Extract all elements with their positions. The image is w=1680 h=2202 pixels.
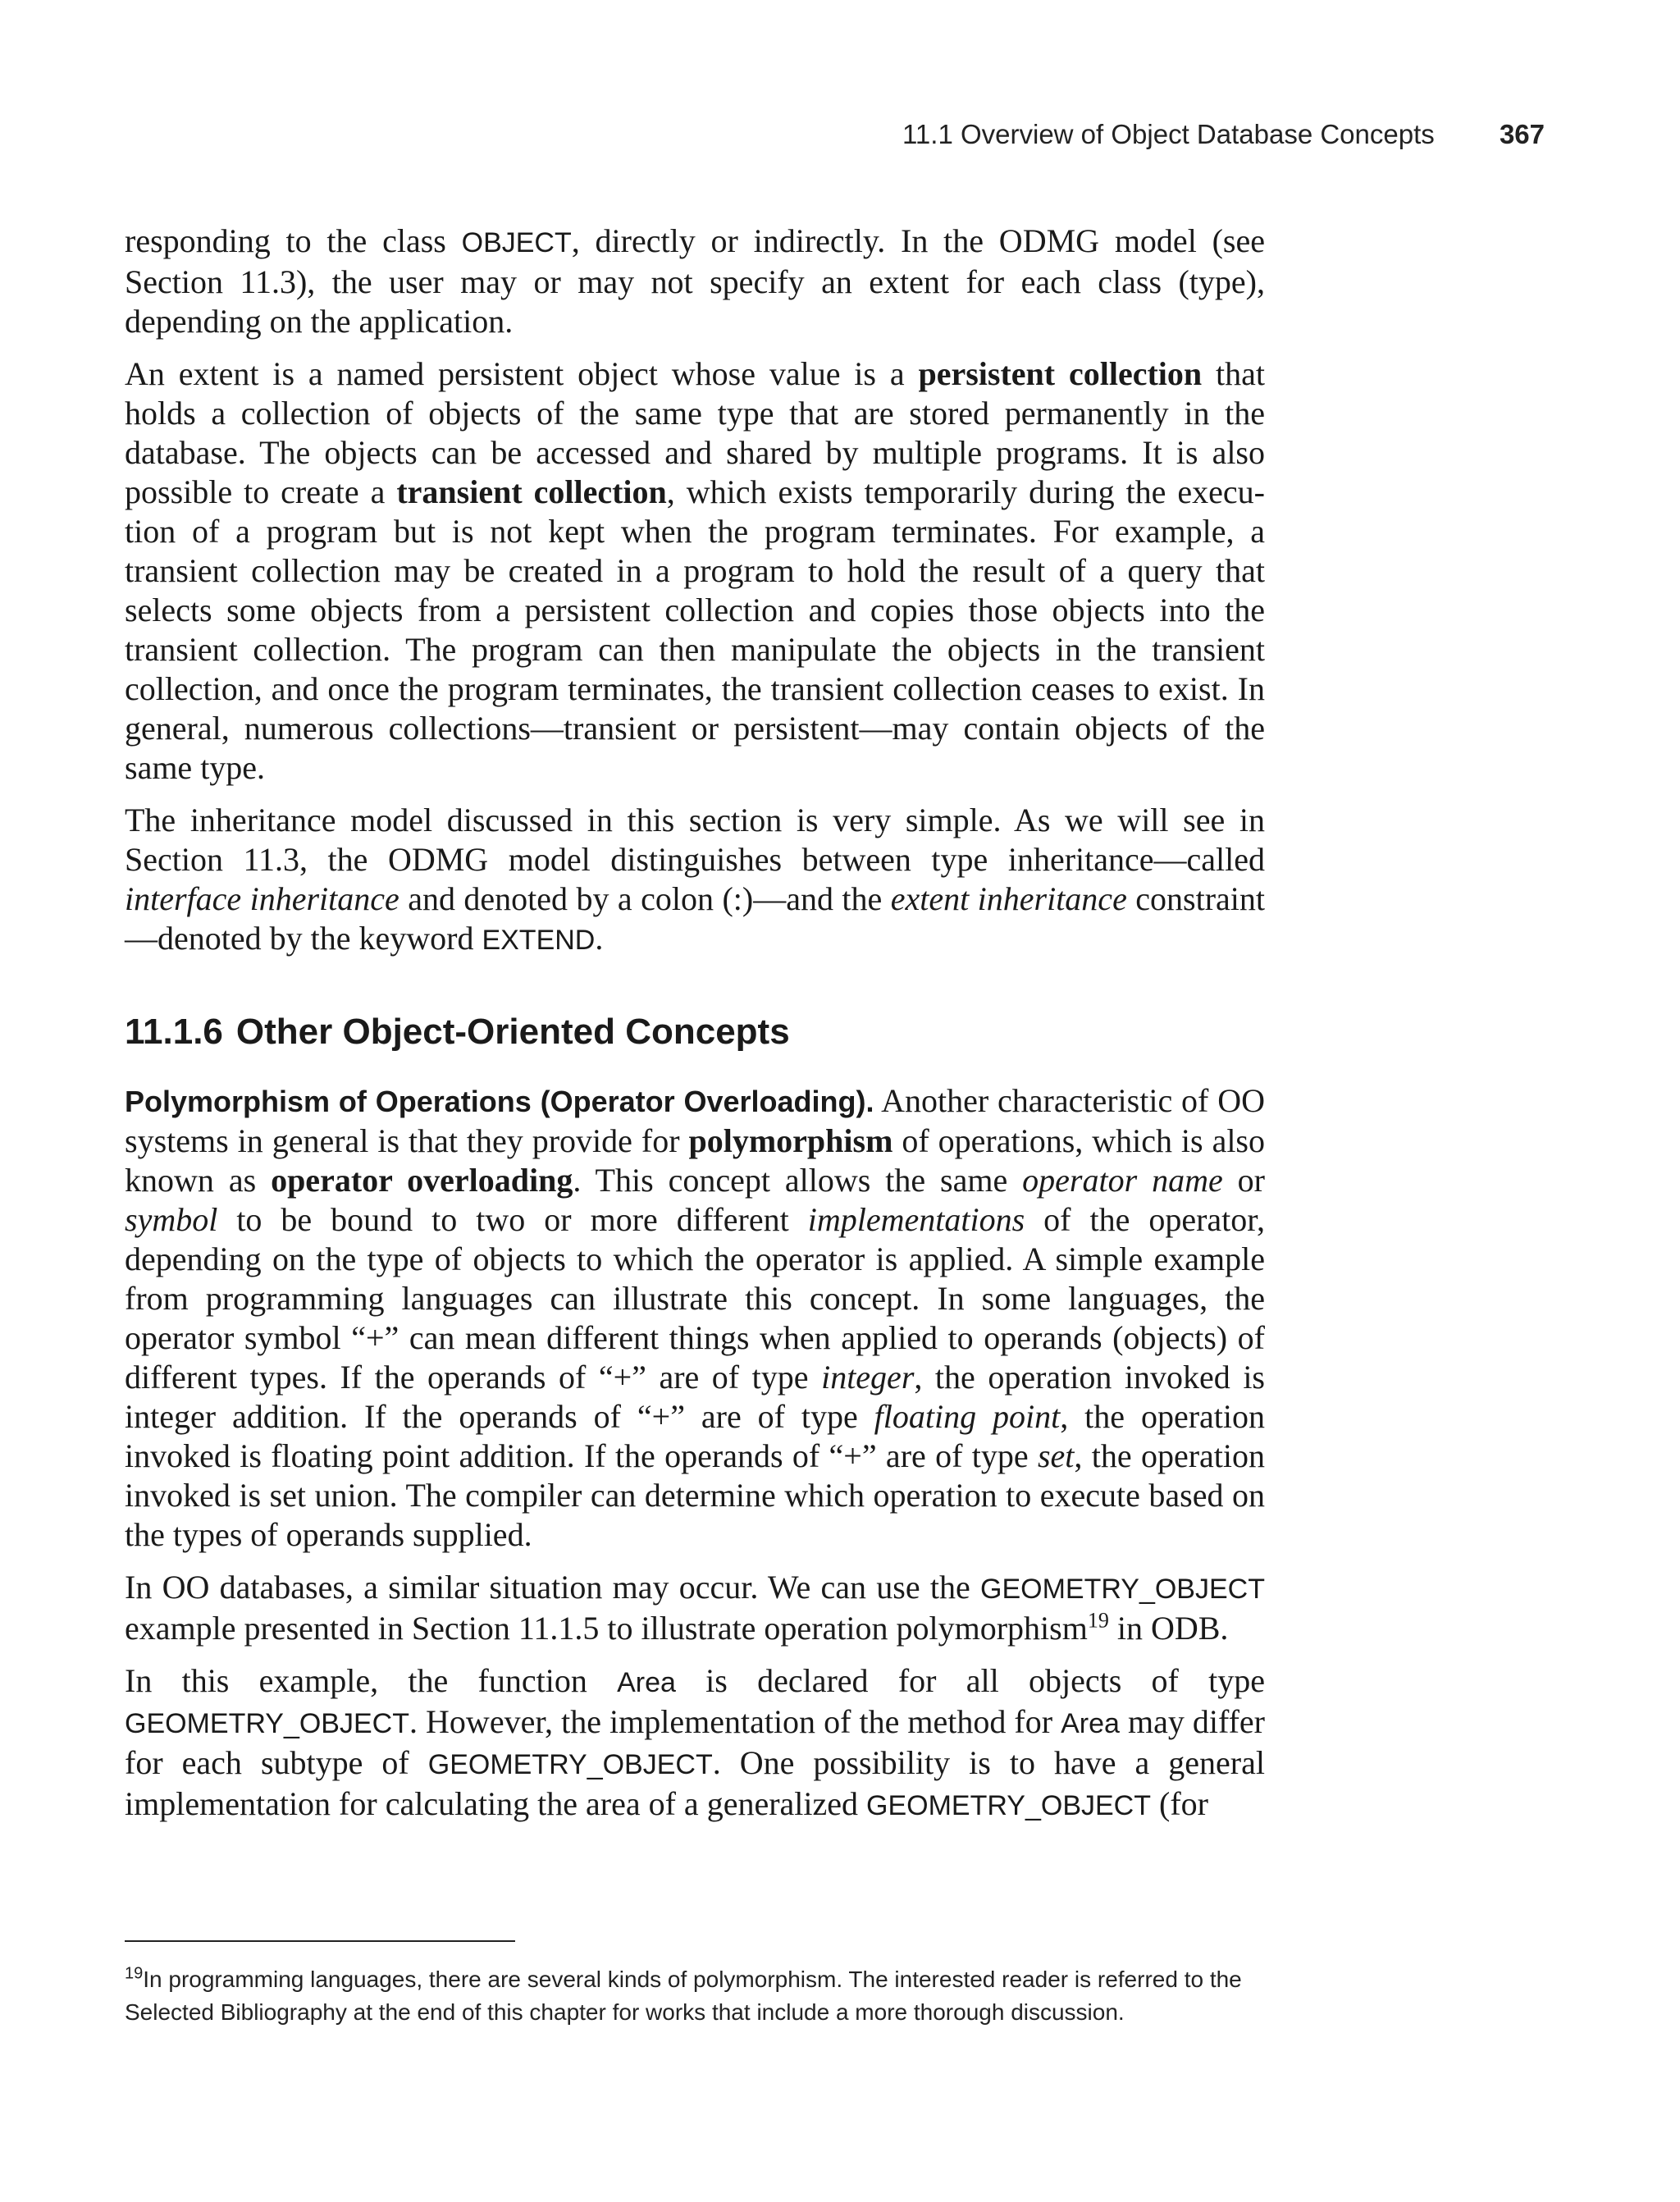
emphasis-symbol: symbol (125, 1201, 218, 1238)
section-heading (125, 1009, 1265, 1055)
paragraph-inheritance-model (125, 801, 1265, 960)
text-run: that holds a collection of objects of the same type that are stored permanently in the database. The objects can be accessed and shared by multiple programs. It is also possible to create a (125, 355, 1265, 510)
footnote-mark: 19 (125, 1964, 144, 1983)
text-run: The inheritance model discussed in this section is very simple. As we will see in Section 11.3, the ODMG model distinguishes between type inheritance—called (125, 802, 1265, 878)
text-run: example presented in Section 11.1.5 to illustrate operation polymorphism (125, 1610, 1088, 1647)
code-term-object: OBJECT (461, 227, 572, 258)
paragraph-extent-continuation (125, 222, 1265, 341)
term-extent-inheritance: extent inheritance (890, 880, 1127, 917)
text-run: An extent is a named persistent object whose value is a (125, 355, 919, 392)
paragraph-polymorphism (125, 1081, 1265, 1555)
text-run: . However, the implementation of the method for (409, 1703, 1061, 1740)
text-run: of operations, which is also known as (125, 1122, 1266, 1199)
page-body (125, 222, 1265, 1839)
emphasis-integer: integer (821, 1359, 915, 1396)
text-run: , the operation invoked is integer addition. If the operands of “+” are of type (125, 1359, 1266, 1435)
paragraph-oo-databases (125, 1568, 1265, 1648)
emphasis-floating-point: floating point (874, 1398, 1061, 1435)
text-run: is declared for all objects of type (675, 1662, 1265, 1699)
text-run: . One possibility is to have a general implementation for calculating the area of a generalized (125, 1744, 1265, 1822)
page-number: 367 (1499, 119, 1545, 149)
code-term-geometry-object: GEOMETRY_OBJECT (125, 1708, 409, 1739)
term-interface-inheritance: interface inheritance (125, 880, 399, 917)
term-transient-collection: transient collection (396, 473, 667, 510)
running-title: 11.1 Overview of Object Database Concepts (902, 119, 1435, 149)
footnote-divider (125, 1940, 515, 1942)
text-run: Another characteristic of OO systems in general is that they provide for (125, 1082, 1265, 1159)
text-run: . (595, 920, 604, 957)
paragraph-persistent-collection (125, 354, 1265, 788)
text-run: , which exists temporarily during the execution of a program but is not kept when the program terminates. For example, a transient collection may be created in a program to hold the result of a query that selects some objects from a persistent collection and copies those objects into the transient collection. The program can then manipulate the objects in the transient collection, and once the program terminates, the transient collection ceases to exist. In general, numerous collections—transient or persistent—may contain objects of the same type. (125, 473, 1265, 786)
text-run: In OO databases, a similar situation may occur. We can use the (125, 1569, 980, 1606)
emphasis-implementations: implementations (807, 1201, 1025, 1238)
text-run: in ODB. (1108, 1610, 1229, 1647)
section-title: Other Object-Oriented Concepts (235, 1012, 790, 1052)
text-run: to be bound to two or more different (217, 1201, 808, 1238)
emphasis-operator-name: operator name (1022, 1162, 1223, 1199)
text-run: or (1222, 1162, 1265, 1199)
footnote-reference[interactable]: 19 (1087, 1608, 1109, 1633)
code-term-area: Area (617, 1667, 676, 1698)
text-run: . This concept allows the same (573, 1162, 1023, 1199)
text-run: , the operation invoked is set union. The compiler can determine which operation to execute based on the types of operands supplied. (125, 1437, 1266, 1553)
code-term-geometry-object: GEOMETRY_OBJECT (427, 1749, 713, 1780)
code-term-area: Area (1061, 1708, 1120, 1739)
term-persistent-collection: persistent collection (918, 355, 1203, 392)
code-term-geometry-object: GEOMETRY_OBJECT (980, 1574, 1265, 1605)
term-polymorphism: polymorphism (688, 1122, 893, 1159)
text-run: constraint—denoted by the keyword (125, 880, 1266, 957)
text-run: , directly or indirectly. In the ODMG model (see Section 11.3), the user may or may not specify an extent for each class (type), depending on the application. (125, 222, 1265, 340)
emphasis-set: set (1037, 1437, 1075, 1474)
footnote-text: In programming languages, there are several kinds of polymorphism. The interested reader is referred to the Selected Bibliography at the end of this chapter for works that include a more thorough discussion. (125, 1967, 1242, 2025)
text-run: (for (1151, 1785, 1208, 1822)
text-run: , the operation invoked is floating point addition. If the operands of “+” are of type (125, 1398, 1266, 1474)
footnote (125, 1963, 1265, 2029)
text-run: In this example, the function (125, 1662, 618, 1699)
term-operator-overloading: operator overloading (271, 1162, 573, 1199)
text-run: may differ for each subtype of (125, 1703, 1265, 1781)
code-term-geometry-object: GEOMETRY_OBJECT (866, 1790, 1152, 1821)
text-run: and denoted by a colon (:)—and the (399, 880, 891, 917)
running-header (902, 119, 1545, 150)
section-number: 11.1.6 (125, 1012, 223, 1052)
code-term-extend: EXTEND (482, 925, 596, 956)
text-run: of the operator, depending on the type of objects to which the operator is applied. A simple example from programming languages can illustrate this concept. In some languages, the operator symbol “+” can mean different things when applied to operands (objects) of different types. If the operands of “+” are of type (125, 1201, 1265, 1396)
run-in-heading: Polymorphism of Operations (Operator Overloading). (125, 1085, 874, 1118)
text-run: responding to the class (125, 222, 462, 259)
paragraph-area-example (125, 1661, 1265, 1825)
